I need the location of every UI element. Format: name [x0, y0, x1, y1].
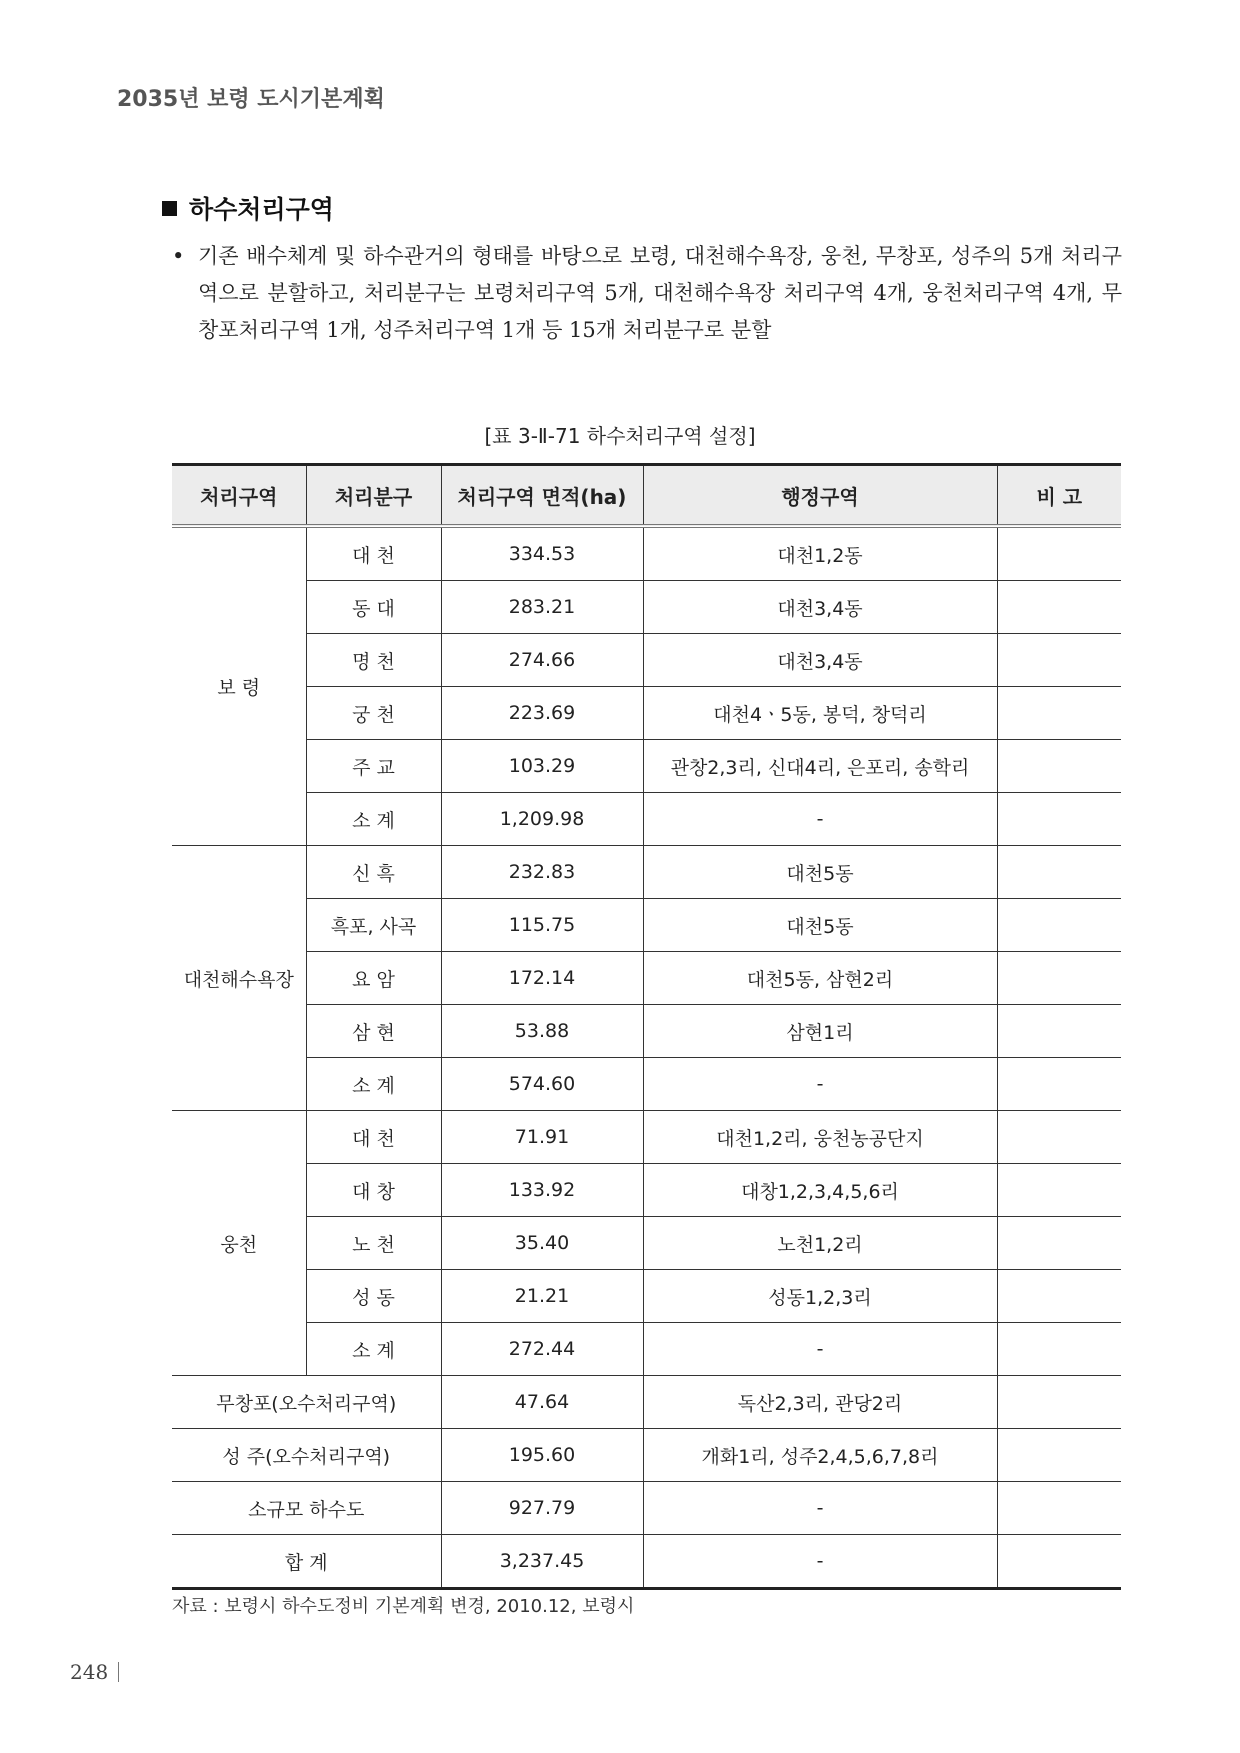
area-cell: 3,237.45: [441, 1535, 643, 1589]
zone-cell: 대천해수욕장: [172, 846, 306, 1111]
header-note: 비 고: [997, 465, 1121, 527]
area-cell: 232.83: [441, 846, 643, 899]
table-row: [172, 1217, 1121, 1270]
header-area: 처리구역 면적(ha): [441, 465, 643, 527]
area-cell: 21.21: [441, 1270, 643, 1323]
note-cell: [997, 687, 1121, 740]
bullet-text: 기존 배수체계 및 하수관거의 형태를 바탕으로 보령, 대천해수욕장, 웅천, 무창포, 성주의 5개 처리구역으로 분할하고, 처리분구는 보령처리구역 5개, 대천해수욕장 처리구역 4개, 웅천처리구역 4개, 무창포처리구역 1개, 성주처리구역 1개 등 15개 처리분구로 분할: [198, 244, 1122, 342]
admin-cell: 독산2,3리, 관당2리: [643, 1376, 997, 1429]
table-row: [172, 1376, 1121, 1429]
admin-cell: 대천3,4동: [643, 581, 997, 634]
merged-label-cell: 소규모 하수도: [172, 1482, 441, 1535]
area-cell: 334.53: [441, 526, 643, 581]
note-cell: [997, 1005, 1121, 1058]
merged-label-cell: 성 주(오수처리구역): [172, 1429, 441, 1482]
table-row: [172, 793, 1121, 846]
page-number: [70, 1660, 119, 1684]
admin-cell: -: [643, 1535, 997, 1589]
area-cell: 172.14: [441, 952, 643, 1005]
table-row: [172, 1482, 1121, 1535]
header-zone: 처리구역: [172, 465, 306, 527]
area-cell: 927.79: [441, 1482, 643, 1535]
subzone-cell: 노 천: [306, 1217, 441, 1270]
bullet-paragraph: [172, 238, 1122, 349]
admin-cell: 성동1,2,3리: [643, 1270, 997, 1323]
subzone-cell: 삼 현: [306, 1005, 441, 1058]
area-cell: 115.75: [441, 899, 643, 952]
subzone-cell: 대 창: [306, 1164, 441, 1217]
section-title: [162, 190, 334, 226]
merged-label-cell: 합 계: [172, 1535, 441, 1589]
admin-cell: 대천1,2동: [643, 526, 997, 581]
subzone-cell: 궁 천: [306, 687, 441, 740]
note-cell: [997, 1535, 1121, 1589]
area-cell: 47.64: [441, 1376, 643, 1429]
admin-cell: 대천5동: [643, 899, 997, 952]
note-cell: [997, 899, 1121, 952]
header-admin: 행정구역: [643, 465, 997, 527]
note-cell: [997, 581, 1121, 634]
sewage-zone-table: [172, 463, 1121, 1590]
zone-cell: 웅천: [172, 1111, 306, 1376]
area-cell: 133.92: [441, 1164, 643, 1217]
admin-cell: 대창1,2,3,4,5,6리: [643, 1164, 997, 1217]
area-cell: 53.88: [441, 1005, 643, 1058]
admin-cell: 관창2,3리, 신대4리, 은포리, 송학리: [643, 740, 997, 793]
note-cell: [997, 1164, 1121, 1217]
area-cell: 1,209.98: [441, 793, 643, 846]
subzone-cell: 신 흑: [306, 846, 441, 899]
admin-cell: -: [643, 1323, 997, 1376]
area-cell: 223.69: [441, 687, 643, 740]
table-row: [172, 526, 1121, 581]
subzone-cell: 주 교: [306, 740, 441, 793]
area-cell: 274.66: [441, 634, 643, 687]
table-row: [172, 1270, 1121, 1323]
table-row: [172, 1535, 1121, 1589]
page-divider: [118, 1662, 119, 1682]
table-row: [172, 740, 1121, 793]
subzone-cell: 요 암: [306, 952, 441, 1005]
table-row: [172, 1429, 1121, 1482]
table-row: [172, 1058, 1121, 1111]
note-cell: [997, 1058, 1121, 1111]
table-row: [172, 1323, 1121, 1376]
table-row: [172, 846, 1121, 899]
subzone-cell: 명 천: [306, 634, 441, 687]
admin-cell: -: [643, 1482, 997, 1535]
admin-cell: 대천5동: [643, 846, 997, 899]
note-cell: [997, 952, 1121, 1005]
admin-cell: 대천4ㆍ5동, 봉덕, 창덕리: [643, 687, 997, 740]
area-cell: 71.91: [441, 1111, 643, 1164]
source-note: 자료 : 보령시 하수도정비 기본계획 변경, 2010.12, 보령시: [172, 1596, 635, 1617]
admin-cell: 대천3,4동: [643, 634, 997, 687]
header-subzone: 처리분구: [306, 465, 441, 527]
admin-cell: 삼현1리: [643, 1005, 997, 1058]
note-cell: [997, 634, 1121, 687]
note-cell: [997, 846, 1121, 899]
table-header-row: [172, 465, 1121, 527]
table-caption: [표 3-Ⅱ-71 하수처리구역 설정]: [484, 424, 756, 448]
note-cell: [997, 1111, 1121, 1164]
note-cell: [997, 1376, 1121, 1429]
note-cell: [997, 526, 1121, 581]
subzone-cell: 흑포, 사곡: [306, 899, 441, 952]
area-cell: 272.44: [441, 1323, 643, 1376]
admin-cell: -: [643, 793, 997, 846]
subzone-cell: 성 동: [306, 1270, 441, 1323]
subzone-cell: 소 계: [306, 1058, 441, 1111]
admin-cell: 대천1,2리, 웅천농공단지: [643, 1111, 997, 1164]
admin-cell: -: [643, 1058, 997, 1111]
table-row: [172, 1005, 1121, 1058]
area-cell: 35.40: [441, 1217, 643, 1270]
subzone-cell: 동 대: [306, 581, 441, 634]
table-row: [172, 687, 1121, 740]
section-title-text: 하수처리구역: [189, 195, 334, 224]
running-head: 2035년 보령 도시기본계획: [117, 87, 385, 112]
table-row: [172, 952, 1121, 1005]
table-row: [172, 899, 1121, 952]
subzone-cell: 소 계: [306, 793, 441, 846]
table-row: [172, 581, 1121, 634]
subzone-cell: 소 계: [306, 1323, 441, 1376]
table-body: [172, 465, 1121, 1589]
bullet-icon: •: [172, 244, 185, 268]
area-cell: 574.60: [441, 1058, 643, 1111]
admin-cell: 노천1,2리: [643, 1217, 997, 1270]
area-cell: 283.21: [441, 581, 643, 634]
table-row: [172, 1164, 1121, 1217]
table-row: [172, 634, 1121, 687]
zone-cell: 보 령: [172, 526, 306, 846]
table-row: [172, 1111, 1121, 1164]
area-cell: 103.29: [441, 740, 643, 793]
note-cell: [997, 1323, 1121, 1376]
subzone-cell: 대 천: [306, 526, 441, 581]
note-cell: [997, 1429, 1121, 1482]
note-cell: [997, 1270, 1121, 1323]
note-cell: [997, 1482, 1121, 1535]
merged-label-cell: 무창포(오수처리구역): [172, 1376, 441, 1429]
admin-cell: 개화1리, 성주2,4,5,6,7,8리: [643, 1429, 997, 1482]
subzone-cell: 대 천: [306, 1111, 441, 1164]
page-number-text: 248: [70, 1660, 109, 1684]
note-cell: [997, 793, 1121, 846]
square-bullet-icon: [162, 201, 177, 216]
note-cell: [997, 1217, 1121, 1270]
note-cell: [997, 740, 1121, 793]
admin-cell: 대천5동, 삼현2리: [643, 952, 997, 1005]
area-cell: 195.60: [441, 1429, 643, 1482]
